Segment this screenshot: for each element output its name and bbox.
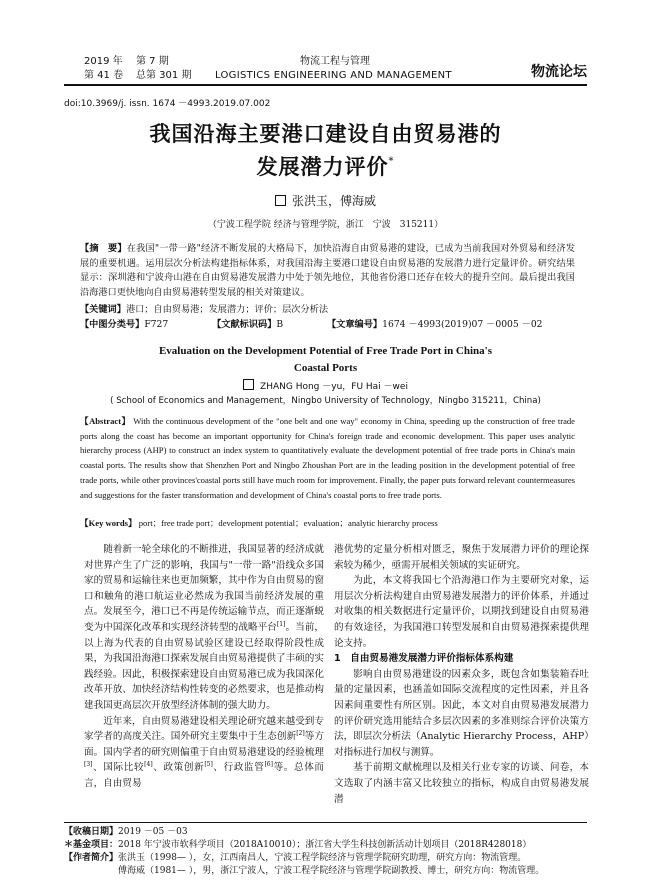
abstract-zh: 【摘 要】在我国"一带一路"经济不断发展的大格局下，加快沿海自由贸易港的建设，已成为当前我国对外贸易和经济发展的重要机遇。运用层次分析法构建指标体系，对我国沿海主要港口建设自由贸易港的发展潜力进行定量评价。研究结果显示：深圳港和宁波舟山港在自由贸易港发展潜力中处于领先地位，其他省份港口还存在较大的提升空间。最后提出我国沿海港口更快地向自由贸易港转型发展的相关对策建议。 (80, 243, 576, 299)
paragraph: 随着新一轮全球化的不断推进，我国显著的经济成就对世界产生了广泛的影响，我国与"一带一路"沿线众多国家的贸易和运输往来也更加频繁，其中作为自由贸易的窗口和触角的港口航运业必然成为我国当前经济发展的重点。发展至今，港口已不再是传统运输节点，而正逐渐蜕变为中国深化改革和实现经济转型的战略平台[1]。当前，以上海为代表的自由贸易试验区建设已经取得阶段性成果，为我国沿海港口探索发展自由贸易港提供了丰硕的实践经验。因此，积极探索建设自由贸易港已成为我国深化改革开放、加快经济结构性转变的必然要求，也是推动构建我国更高层次开放型经济体制的强大助力。 (84, 544, 325, 711)
title-en-line1: Evaluation on the Development Potential of Free Trade Port in China's (158, 345, 493, 357)
body-left-column (84, 542, 324, 792)
title-zh-line1: 我国沿海主要港口建设自由贸易港的 (149, 121, 502, 146)
keywords-zh: 【关键词】港口；自由贸易港；发展潜力；评价；层次分析法 (80, 304, 329, 315)
authors-en: ZHANG Hong －yu，FU Hai －wei (64, 379, 587, 392)
author-checkbox-icon (275, 195, 286, 206)
body-right-column (334, 542, 589, 807)
affiliation-en: ( School of Economics and Management，Ningbo University of Technology，Ningbo 315211，China) (110, 396, 541, 406)
footnotes (64, 826, 599, 878)
author-bio-1: 【作者简介】张洪玉（1998— ），女，江西南昌人，宁波工程学院经济与管理学院研究助理，研究方向：物流管理。 (64, 853, 527, 863)
title-en-line2: Coastal Ports (293, 362, 358, 374)
authors-zh: 张洪玉，傅海威 (64, 192, 587, 209)
paragraph: 近年来，自由贸易港建设相关理论研究越来越受到专家学者的高度关注。国外研究主要集中于生态创新[2]等方面。国内学者的研究则偏重于自由贸易港建设的经验梳理[3]、国际比较[4]、政策创新[5]、行政监管[6]等。总体而言，自由贸易 (84, 715, 325, 789)
paragraph: 港优势的定量分析相对匮乏，聚焦于发展潜力评价的理论探索较为稀少，亟需开展相关领域的实证研究。 (334, 544, 589, 571)
author-bio-2: 傅海威（1981— ），男，浙江宁波人，宁波工程学院经济与管理学院副教授、博士，研究方向：物流管理。 (118, 866, 545, 876)
header-issue: 第 7 期 (136, 56, 169, 67)
footnote-rule (64, 822, 587, 823)
author-en-checkbox-icon (243, 379, 254, 390)
title-zh-line2: 发展潜力评价* (256, 154, 395, 179)
abstract-en: 【Abstract】 With the continuous development of the "one belt and one way" economy in China, speeding up the construction of free trade ports along the coast has become an important opportunity for China's foreign trade and economic development. This paper uses analytic hierarchy process (AHP) to construct an index system to quantitatively evaluate the development potential of free trade ports in China's main coastal ports. The results show that Shenzhen Port and Ningbo Zhoushan Port are in the leading position in the development potential of free trade ports, while other provinces'coastal ports still have much room for improvement. Finally, the paper puts forward relevant countermeasures and suggestions for the faster transformation and development of China's coastal ports to free trade ports. (80, 416, 576, 500)
keywords-en: 【Key words】 port；free trade port；development potential；evaluation；analytic hierarchy process (80, 518, 438, 528)
section-heading: 1 自由贸易港发展潜力评价指标体系构建 (334, 653, 514, 665)
header-journal-zh: 物流工程与管理 (300, 56, 370, 67)
header-total: 总第 301 期 (136, 70, 192, 81)
classification: 【中图分类号】F727 【文献标识码】B 【文章编号】1674 －4993(2019)07 －0005 －02 (80, 319, 543, 330)
paragraph: 为此，本文将我国七个沿海港口作为主要研究对象，运用层次分析法构建自由贸易港发展潜力的评价体系，并通过对收集的相关数据进行定量评价，以期找到建设自由贸易港的有效途径，为我国港口转型发展和自由贸易港探索提供理论支持。 (334, 575, 589, 649)
fund-info: ＊基金项目：2018 年宁波市软科学项目（2018A10010）；浙江省大学生科技创新活动计划项目（2018R428018） (64, 840, 532, 850)
paragraph: 影响自由贸易港建设的因素众多，既包含如集装箱吞吐量的定量因素，也涵盖如国际交流程度的定性因素，并且各因素间重要性有所区别。因此，本文对自由贸易港发展潜力的评价研究选用能结合多层次因素的多准则综合评价决策方法，即层次分析法（Analytic Hierarchy Process，AHP）对指标进行加权与测算。 (334, 668, 589, 758)
header-year: 2019 年 (84, 56, 123, 67)
header-volume: 第 41 卷 (84, 70, 124, 81)
doi: doi:10.3969/j. issn. 1674 －4993.2019.07.002 (64, 99, 271, 109)
header-journal-en: LOGISTICS ENGINEERING AND MANAGEMENT (215, 70, 452, 81)
header-column: 物流论坛 (531, 64, 587, 80)
title-footnote-mark: * (388, 156, 395, 167)
received-date: 【收稿日期】2019 －05 －03 (64, 827, 188, 837)
paragraph: 基于前期文献梳理以及相关行业专家的访谈、问卷，本文选取了内涵丰富又比较独立的指标，构成自由贸易港发展潜 (334, 762, 589, 805)
affiliation-zh: （宁波工程学院 经济与管理学院，浙江 宁波 315211） (207, 220, 444, 230)
header-rule (64, 84, 587, 86)
